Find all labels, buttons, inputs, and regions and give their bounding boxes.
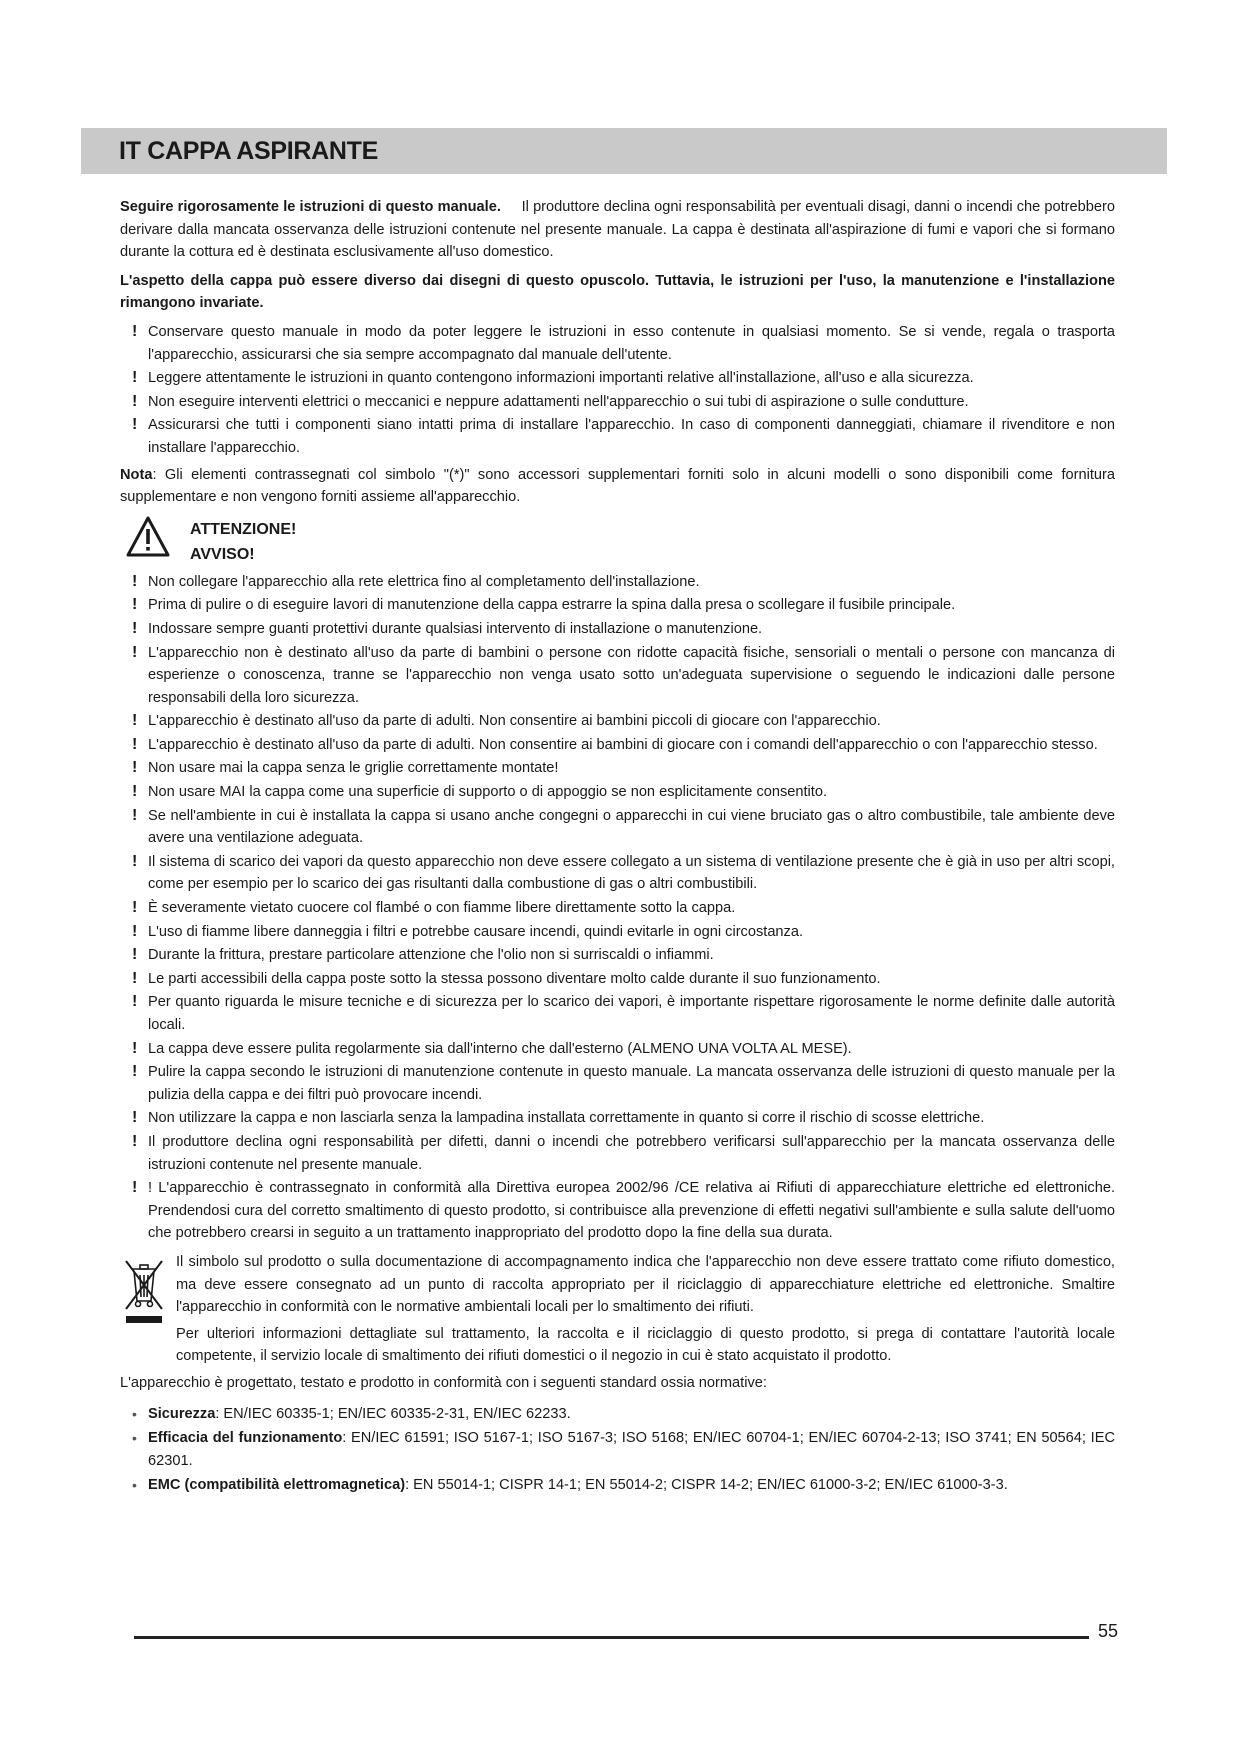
list-item: ! Non usare mai la cappa senza le griglie correttamente montate!	[120, 757, 1115, 780]
list-item: ! Durante la frittura, prestare particolare attenzione che l'olio non si surriscaldi o infiammi.	[120, 944, 1115, 967]
standards-intro: L'apparecchio è progettato, testato e prodotto in conformità con i seguenti standard ossia normative:	[120, 1374, 767, 1391]
intro-lead-bold: Seguire rigorosamente le istruzioni di questo manuale.	[120, 199, 501, 215]
attention-heading	[120, 515, 1115, 571]
list-item: ! ! L'apparecchio è contrassegnato in conformità alla Direttiva europea 2002/96 /CE relativa ai Rifiuti di apparecchiature elettriche ed elettroniche. Prendendosi cura del corretto smaltimento di questo prodotto, si contribuisce alla prevenzione di effetti negativi sull'ambiente e sulla salute dell'uomo che potrebbero crearsi in seguito a un trattamento inappropriato del prodotto dopo la fine della sua durata.	[120, 1177, 1115, 1245]
warning-triangle-icon	[125, 515, 171, 559]
list-item: ! Indossare sempre guanti protettivi durante qualsiasi intervento di installazione o manutenzione.	[120, 618, 1115, 641]
list-item: ! Il sistema di scarico dei vapori da questo apparecchio non deve essere collegato a un sistema di ventilazione presente che è già in uso per altri scopi, come per esempio per lo scarico dei gas risultanti dalla combustione di gas o altri combustibili.	[120, 851, 1115, 896]
standard-text: : EN/IEC 60335-1; EN/IEC 60335-2-31, EN/IEC 62233.	[215, 1405, 571, 1422]
page-title: IT CAPPA ASPIRANTE	[119, 137, 378, 165]
page-number: 55	[1098, 1621, 1119, 1641]
list-item: ! Le parti accessibili della cappa poste sotto la stessa possono diventare molto calde durante il suo funzionamento.	[120, 968, 1115, 991]
list-item: ! Non collegare l'apparecchio alla rete elettrica fino al completamento dell'installazione.	[120, 571, 1115, 594]
standard-label: Sicurezza	[148, 1405, 216, 1422]
list-item: ! Il produttore declina ogni responsabilità per difetti, danni o incendi che potrebbero verificarsi sull'apparecchio per la mancata osservanza delle istruzioni contenute nel presente manuale.	[120, 1131, 1115, 1176]
list-item: ! L'apparecchio è destinato all'uso da parte di adulti. Non consentire ai bambini di giocare con i comandi dell'apparecchio o con l'apparecchio stesso.	[120, 734, 1115, 757]
list-item: ! Prima di pulire o di eseguire lavori di manutenzione della cappa estrarre la spina dalla presa o scollegare il fusibile principale.	[120, 594, 1115, 617]
list-item: ! Non utilizzare la cappa e non lasciarla senza la lampadina installata correttamente in quanto si corre il rischio di scosse elettriche.	[120, 1107, 1115, 1130]
list-item: ! Se nell'ambiente in cui è installata la cappa si usano anche congegni o apparecchi in cui viene bruciato gas o altro combustibile, tale ambiente deve avere una ventilazione adeguata.	[120, 805, 1115, 850]
list-item	[120, 1403, 1115, 1426]
standard-label: EMC (compatibilità elettromagnetica)	[148, 1477, 406, 1494]
notice-paragraph	[120, 270, 1115, 315]
standard-text: : EN/IEC 61591; ISO 5167-1; ISO 5167-3; ISO 5168; EN/IEC 60704-1; EN/IEC 60704-2-13; ISO 3741; EN 50564; IEC 62301.	[148, 1430, 1115, 1469]
nota-text: : Gli elementi contrassegnati col simbolo "(*)" sono accessori supplementari forniti solo in alcuni modelli o sono disponibili come fornitura supplementare e non vengono forniti assieme all'apparecchio.	[120, 466, 1115, 506]
list-item	[120, 1474, 1115, 1497]
list-item: ! Pulire la cappa secondo le istruzioni di manutenzione contenute in questo manuale. La mancata osservanza delle istruzioni di questo manuale per la pulizia della cappa e dei filtri può provocare incendi.	[120, 1061, 1115, 1106]
list-item: ! L'uso di fiamme libere danneggia i filtri e potrebbe causare incendi, quindi evitarle in ogni circostanza.	[120, 921, 1115, 944]
footer-rule	[134, 1636, 1089, 1639]
general-warnings-list	[120, 321, 1115, 460]
attention-title: ATTENZIONE!	[190, 520, 297, 538]
list-item: ! L'apparecchio è destinato all'uso da parte di adulti. Non consentire ai bambini piccoli di giocare con l'apparecchio.	[120, 710, 1115, 733]
weee-text-2: Per ulteriori informazioni dettagliate sul trattamento, la raccolta e il riciclaggio di questo prodotto, si prega di contattare l'autorità locale competente, il servizio locale di smaltimento dei rifiuti domestici o il negozio in cui è stato acquistato il prodotto.	[176, 1325, 1115, 1365]
safety-warnings-list	[120, 571, 1115, 1245]
notice-bold: L'aspetto della cappa può essere diverso dai disegni di questo opuscolo. Tuttavia, le istruzioni per l'uso, la manutenzione e l'installazione rimangono invariate.	[120, 272, 1115, 312]
list-item: ! Leggere attentamente le istruzioni in quanto contengono informazioni importanti relative all'installazione, all'uso e alla sicurezza.	[120, 367, 1115, 390]
attention-titles	[190, 517, 296, 567]
standard-text: : EN 55014-1; CISPR 14-1; EN 55014-2; CISPR 14-2; EN/IEC 61000-3-2; EN/IEC 61000-3-3.	[405, 1477, 1008, 1494]
list-item	[120, 1427, 1115, 1472]
list-item: ! Non eseguire interventi elettrici o meccanici e neppure adattamenti nell'apparecchio o sui tubi di aspirazione o sulle condutture.	[120, 391, 1115, 414]
section-header	[81, 128, 1167, 174]
list-item: ! L'apparecchio non è destinato all'uso da parte di bambini o persone con ridotte capacità fisiche, sensoriali o mentali o persone con mancanza di esperienze o conoscenza, tranne se l'apparecchio non venga usato sotto un'adeguata supervisione o seguendo le indicazioni dalle persone responsabili della loro sicurezza.	[120, 642, 1115, 710]
page-content	[120, 196, 1115, 1499]
list-item: ! Assicurarsi che tutti i componenti siano intatti prima di installare l'apparecchio. In caso di componenti danneggiati, chiamare il rivenditore e non installare l'apparecchio.	[120, 414, 1115, 459]
weee-text-1: Il simbolo sul prodotto o sulla documentazione di accompagnamento indica che l'apparecchio non deve essere trattato come rifiuto domestico, ma deve essere consegnato ad un punto di raccolta appropriato per il riciclaggio di apparecchiature elettriche ed elettroniche. Smaltire l'apparecchio in conformità con le normative ambientali locali per lo smaltimento dei rifiuti.	[176, 1253, 1115, 1316]
intro-lead-text: Il produttore declina ogni responsabilità per eventuali disagi, danni o incendi che potrebbero derivare dalla mancata osservanza delle istruzioni contenute nel presente manuale. La cappa è destinata all'aspirazione di fumi e vapori che si formano durante la cottura ed è destinata esclusivamente all'uso domestico.	[120, 199, 1115, 261]
nota-label: Nota	[120, 466, 153, 483]
list-item: ! La cappa deve essere pulita regolarmente sia dall'interno che dall'esterno (ALMENO UNA VOLTA AL MESE).	[120, 1038, 1115, 1061]
intro-paragraph	[120, 196, 1115, 264]
warning-title: AVVISO!	[190, 545, 255, 563]
crossed-bin-icon	[123, 1255, 165, 1325]
nota-paragraph	[120, 464, 1115, 509]
list-item: ! Per quanto riguarda le misure tecniche e di sicurezza per lo scarico dei vapori, è importante rispettare rigorosamente le norme definite dalle autorità locali.	[120, 991, 1115, 1036]
list-item: ! È severamente vietato cuocere col flambé o con fiamme libere direttamente sotto la cappa.	[120, 897, 1115, 920]
standards-list	[120, 1403, 1115, 1497]
list-item: ! Conservare questo manuale in modo da poter leggere le istruzioni in esso contenute in qualsiasi momento. Se si vende, regala o trasporta l'apparecchio, assicurarsi che sia sempre accompagnato dal manuale dell'utente.	[120, 321, 1115, 366]
weee-section	[120, 1251, 1115, 1368]
list-item: ! Non usare MAI la cappa come una superficie di supporto o di appoggio se non esplicitamente consentito.	[120, 781, 1115, 804]
standard-label: Efficacia del funzionamento	[148, 1430, 343, 1447]
